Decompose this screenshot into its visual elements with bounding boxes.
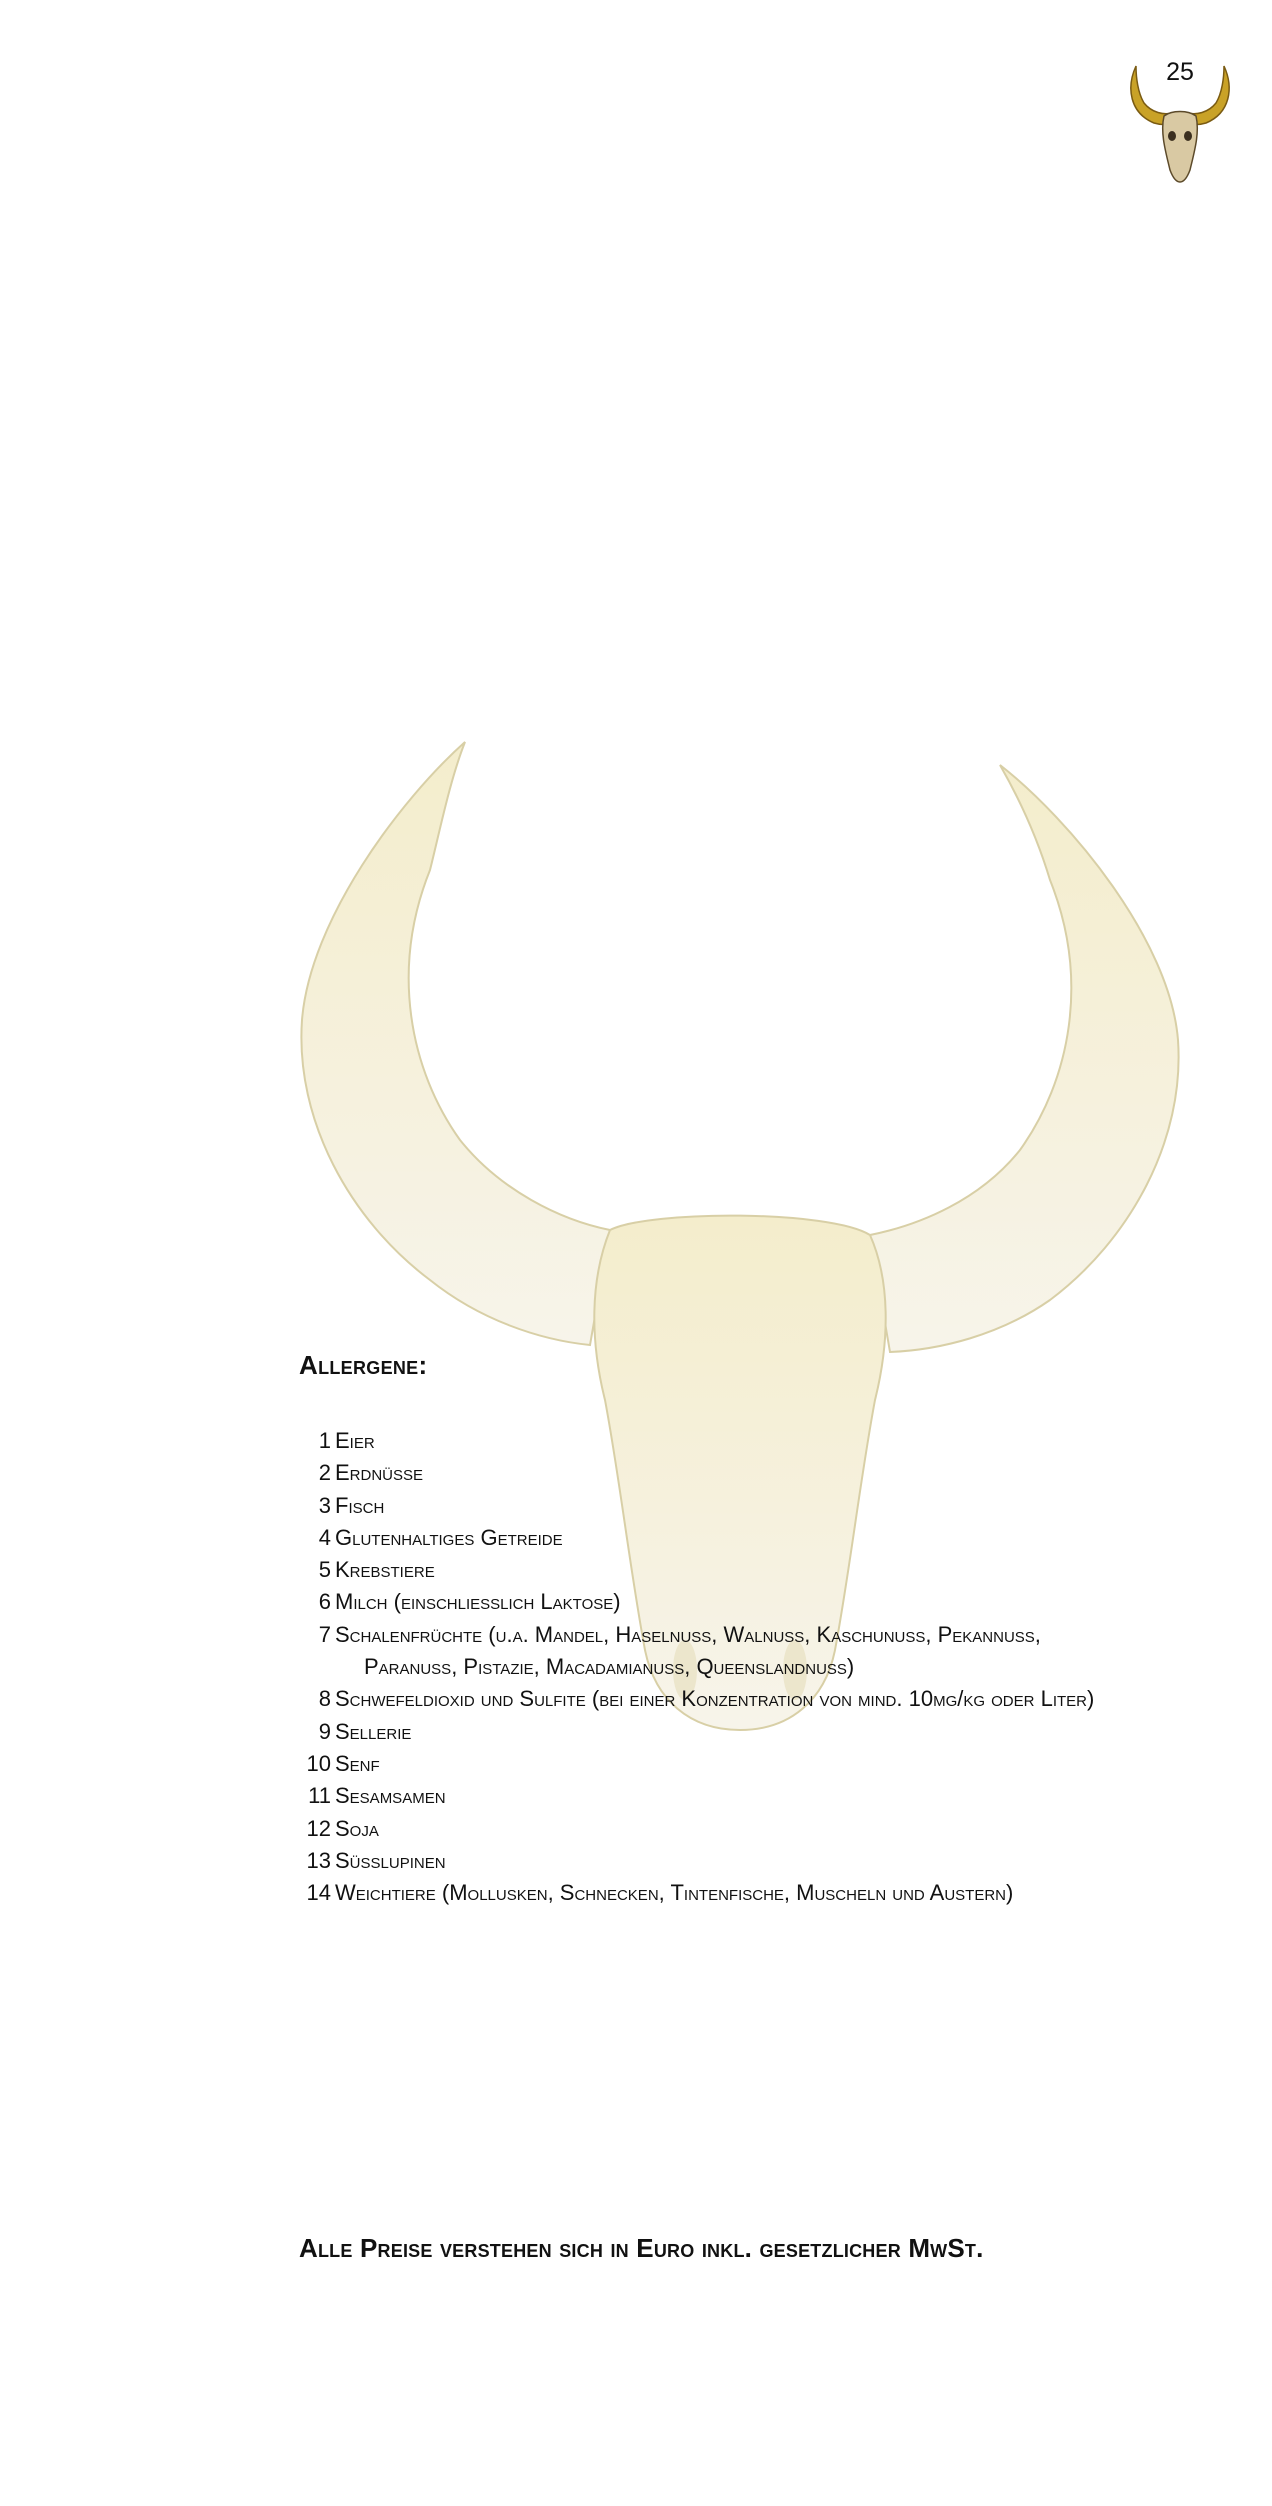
list-item (299, 1554, 1199, 1586)
item-number: 10 (306, 1750, 331, 1776)
item-number: 12 (306, 1815, 331, 1841)
item-number: 14 (306, 1880, 331, 1906)
item-text: Fisch (335, 1492, 385, 1518)
price-note: Alle Preise verstehen sich in Euro inkl. gesetzlicher MwSt. (299, 2233, 984, 2263)
list-item (299, 1522, 1199, 1554)
list-item (299, 1845, 1199, 1877)
list-item (299, 1813, 1199, 1845)
item-text: Senf (335, 1750, 380, 1776)
item-number: 8 (318, 1686, 331, 1712)
item-number: 7 (318, 1621, 331, 1647)
item-number: 9 (318, 1718, 331, 1744)
item-number: 3 (318, 1492, 331, 1518)
list-item (299, 1490, 1199, 1522)
item-text: Sellerie (335, 1718, 412, 1744)
item-number: 13 (306, 1847, 331, 1873)
item-text: Sesamsamen (335, 1783, 446, 1809)
item-number: 1 (318, 1428, 331, 1453)
list-item (299, 1586, 1199, 1618)
list-item (299, 1619, 1199, 1651)
item-text: Paranuss, Pistazie, Macadamianuss, Queenslandnuss) (364, 1654, 855, 1680)
item-number: 2 (318, 1460, 331, 1486)
item-number: 11 (308, 1783, 331, 1809)
page-number: 25 (1166, 58, 1194, 86)
item-text: Eier (335, 1428, 375, 1453)
list-item (299, 1877, 1199, 1909)
list-item-continuation (299, 1651, 1199, 1683)
item-text: Süßlupinen (335, 1847, 446, 1873)
allergen-heading: Allergene: (299, 1350, 428, 1380)
item-text: Milch (einschließlich Laktose) (335, 1589, 621, 1615)
item-number: 6 (318, 1589, 331, 1615)
list-item (299, 1748, 1199, 1780)
list-item (299, 1457, 1199, 1489)
item-text: Krebstiere (335, 1557, 435, 1583)
list-item (299, 1780, 1199, 1812)
list-item (299, 1425, 1199, 1457)
allergen-list (299, 1425, 1199, 1909)
item-number: 5 (318, 1557, 331, 1583)
item-text: Erdnüsse (335, 1460, 424, 1486)
list-item (299, 1716, 1199, 1748)
item-number (299, 1651, 331, 1683)
item-text: Soja (335, 1815, 379, 1841)
item-text: Schalenfrüchte (u.a. Mandel, Haselnuss, Walnuss, Kaschunuss, Pekannuss, (335, 1621, 1041, 1647)
item-text: Schwefeldioxid und Sulfite (bei einer Konzentration von mind. 10mg/kg oder Liter) (335, 1686, 1095, 1712)
item-text: Weichtiere (Mollusken, Schnecken, Tintenfische, Muscheln und Austern) (335, 1880, 1014, 1906)
item-text: Glutenhaltiges Getreide (335, 1524, 563, 1550)
list-item (299, 1683, 1199, 1715)
item-number: 4 (318, 1524, 331, 1550)
